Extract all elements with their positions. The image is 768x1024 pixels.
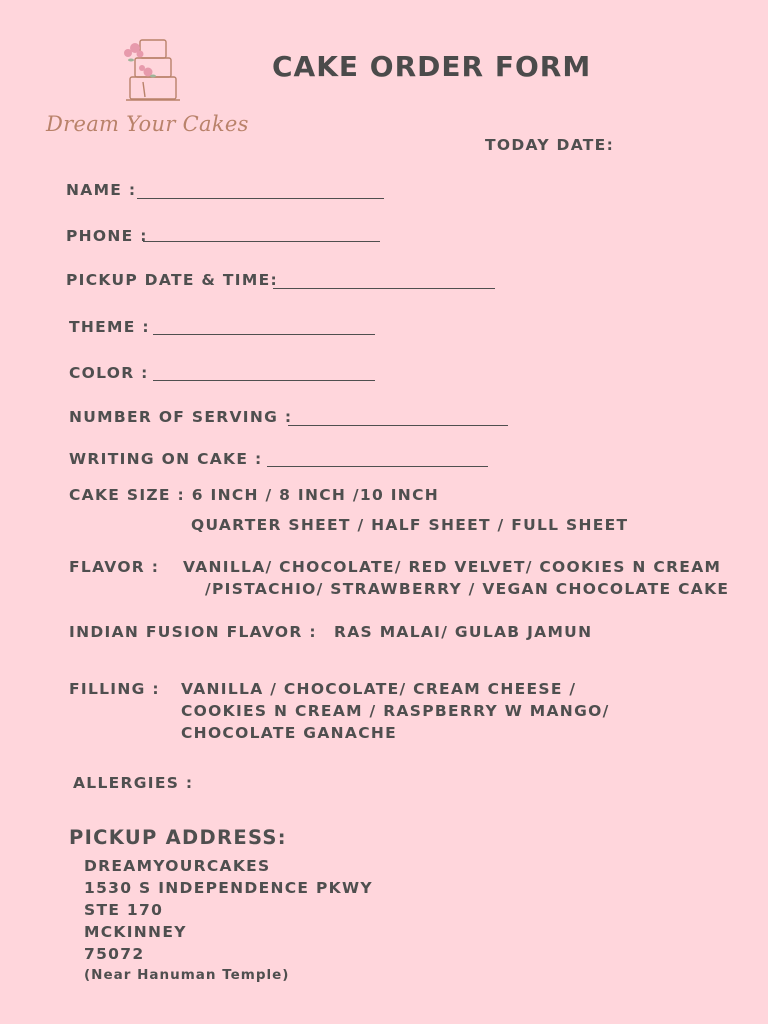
indian-fusion-value: RAS MALAI/ GULAB JAMUN	[334, 623, 593, 641]
form-title: CAKE ORDER FORM	[272, 50, 592, 83]
address-block	[84, 855, 373, 983]
name-line[interactable]	[137, 198, 384, 199]
cake-size-line2: QUARTER SHEET / HALF SHEET / FULL SHEET	[191, 516, 629, 534]
writing-line[interactable]	[267, 466, 488, 467]
color-line[interactable]	[153, 380, 375, 381]
address-line2: 1530 S INDEPENDENCE PKWY	[84, 879, 373, 897]
address-note: (Near Hanuman Temple)	[84, 967, 290, 983]
indian-fusion-label: INDIAN FUSION FLAVOR :	[69, 623, 317, 641]
cake-logo-icon	[44, 34, 264, 106]
color-label: COLOR :	[69, 364, 149, 382]
servings-line[interactable]	[288, 425, 508, 426]
theme-line[interactable]	[153, 334, 375, 335]
logo	[44, 34, 264, 144]
flavor-line1: VANILLA/ CHOCOLATE/ RED VELVET/ COOKIES N CREAM	[183, 558, 722, 576]
filling-line3: CHOCOLATE GANACHE	[181, 724, 398, 742]
filling-line1: VANILLA / CHOCOLATE/ CREAM CHEESE /	[181, 680, 577, 698]
phone-label: PHONE :	[66, 227, 148, 245]
filling-line2: COOKIES N CREAM / RASPBERRY W MANGO/	[181, 702, 610, 720]
address-line4: MCKINNEY	[84, 923, 187, 941]
address-line1: DREAMYOURCAKES	[84, 857, 271, 875]
address-line3: STE 170	[84, 901, 164, 919]
flavor-line2: /PISTACHIO/ STRAWBERRY / VEGAN CHOCOLATE CAKE	[205, 580, 730, 598]
pickup-datetime-label: PICKUP DATE & TIME:	[66, 271, 278, 289]
brand-logo-text: Dream Your Cakes	[46, 112, 249, 136]
pickup-datetime-line[interactable]	[273, 288, 495, 289]
allergies-label: ALLERGIES :	[73, 774, 194, 792]
servings-label: NUMBER OF SERVING :	[69, 408, 293, 426]
filling-label: FILLING :	[69, 680, 160, 698]
pickup-address-heading: PICKUP ADDRESS:	[69, 826, 287, 849]
theme-label: THEME :	[69, 318, 150, 336]
writing-label: WRITING ON CAKE :	[69, 450, 263, 468]
address-line5: 75072	[84, 945, 145, 963]
name-label: NAME :	[66, 181, 137, 199]
today-date-label: TODAY DATE:	[485, 136, 615, 154]
flavor-label: FLAVOR :	[69, 558, 160, 576]
phone-line[interactable]	[143, 241, 380, 242]
cake-size-line1: CAKE SIZE : 6 INCH / 8 INCH /10 INCH	[69, 486, 440, 504]
